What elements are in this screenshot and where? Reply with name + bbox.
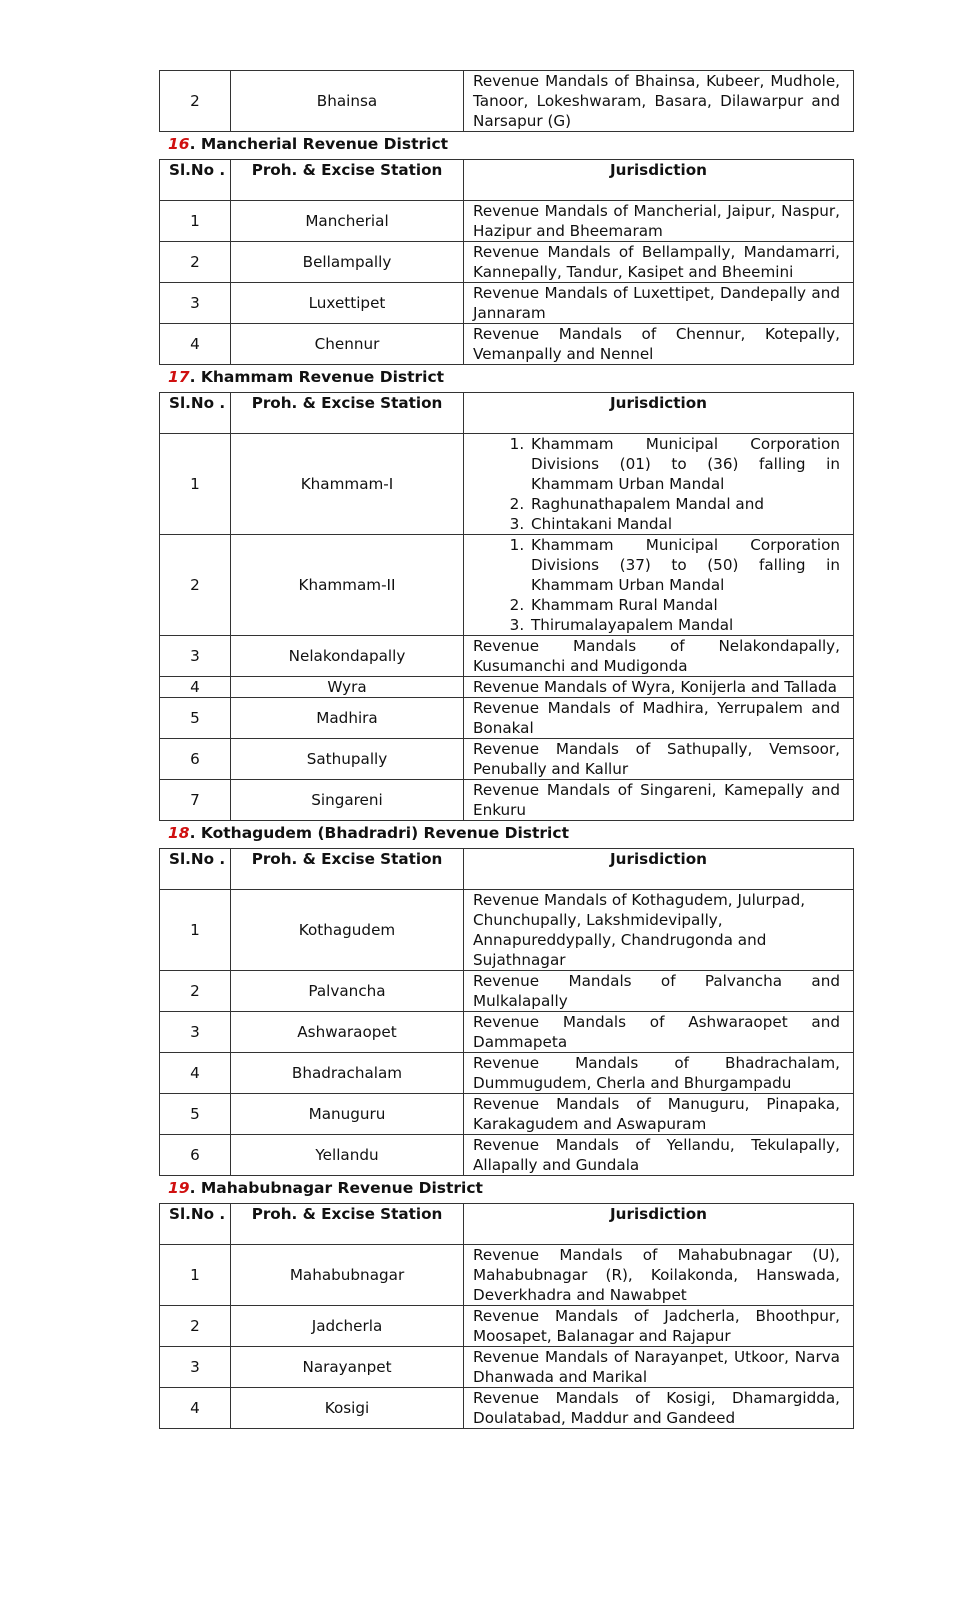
district-number: 18	[168, 824, 190, 842]
table-row	[160, 780, 854, 821]
district-title: . Khammam Revenue District	[189, 368, 445, 386]
table-row	[160, 739, 854, 780]
station-cell: Wyra	[231, 677, 464, 698]
table-row	[160, 1094, 854, 1135]
jurisdiction-cell: Revenue Mandals of Palvancha and Mulkalapally	[464, 971, 854, 1012]
header-jurisdiction: Jurisdiction	[464, 160, 854, 201]
header-station: Proh. & Excise Station	[231, 393, 464, 434]
jurisdiction-table	[159, 848, 854, 1176]
jurisdiction-list-item: 3. Thirumalayapalem Mandal	[529, 615, 840, 635]
table-row	[160, 535, 854, 636]
station-cell: Mahabubnagar	[231, 1245, 464, 1306]
station-cell: Bhadrachalam	[231, 1053, 464, 1094]
table-row	[160, 434, 854, 535]
sl-no-cell: 3	[160, 1012, 231, 1053]
station-cell: Luxettipet	[231, 283, 464, 324]
station-cell: Khammam-II	[231, 535, 464, 636]
district-heading	[159, 365, 853, 392]
station-cell: Bellampally	[231, 242, 464, 283]
jurisdiction-cell: Revenue Mandals of Narayanpet, Utkoor, Narva Dhanwada and Marikal	[464, 1347, 854, 1388]
table-row	[160, 1388, 854, 1429]
jurisdiction-cell: Revenue Mandals of Mancherial, Jaipur, Naspur, Hazipur and Bheemaram	[464, 201, 854, 242]
header-jurisdiction: Jurisdiction	[464, 849, 854, 890]
document-page	[159, 70, 853, 1429]
table-row	[160, 677, 854, 698]
table-row	[160, 1245, 854, 1306]
district-title: . Kothagudem (Bhadradri) Revenue District	[189, 824, 569, 842]
header-sl-no: Sl.No .	[160, 1204, 231, 1245]
station-cell: Nelakondapally	[231, 636, 464, 677]
station-cell: Sathupally	[231, 739, 464, 780]
station-cell: Kosigi	[231, 1388, 464, 1429]
table-row	[160, 242, 854, 283]
station-cell: Madhira	[231, 698, 464, 739]
jurisdiction-cell: Revenue Mandals of Nelakondapally, Kusumanchi and Mudigonda	[464, 636, 854, 677]
header-station: Proh. & Excise Station	[231, 849, 464, 890]
station-cell: Jadcherla	[231, 1306, 464, 1347]
district-heading	[159, 132, 853, 159]
table-row	[160, 1135, 854, 1176]
sl-no-cell: 3	[160, 636, 231, 677]
station-cell: Singareni	[231, 780, 464, 821]
jurisdiction-table	[159, 392, 854, 821]
sl-no-cell: 1	[160, 201, 231, 242]
sl-no-cell: 5	[160, 698, 231, 739]
header-station: Proh. & Excise Station	[231, 1204, 464, 1245]
sl-no-cell: 4	[160, 324, 231, 365]
sl-no-cell: 2	[160, 535, 231, 636]
sl-no-cell: 2	[160, 71, 231, 132]
jurisdiction-cell: Revenue Mandals of Bhainsa, Kubeer, Mudhole, Tanoor, Lokeshwaram, Basara, Dilawarpur and Narsapur (G)	[464, 71, 854, 132]
sl-no-cell: 1	[160, 1245, 231, 1306]
sl-no-cell: 3	[160, 283, 231, 324]
jurisdiction-cell: Revenue Mandals of Wyra, Konijerla and Tallada	[464, 677, 854, 698]
table-header-row	[160, 1204, 854, 1245]
station-cell: Ashwaraopet	[231, 1012, 464, 1053]
table-header-row	[160, 160, 854, 201]
sl-no-cell: 2	[160, 1306, 231, 1347]
jurisdiction-cell: Revenue Mandals of Kothagudem, Julurpad, Chunchupally, Lakshmidevipally, Annapureddypally, Chandrugonda and Sujathnagar	[464, 890, 854, 971]
station-cell: Narayanpet	[231, 1347, 464, 1388]
station-cell: Kothagudem	[231, 890, 464, 971]
station-cell: Mancherial	[231, 201, 464, 242]
table-row	[160, 971, 854, 1012]
sl-no-cell: 4	[160, 677, 231, 698]
jurisdiction-cell: Revenue Mandals of Madhira, Yerrupalem and Bonakal	[464, 698, 854, 739]
jurisdiction-list-item: 2. Raghunathapalem Mandal and	[529, 494, 840, 514]
station-cell: Palvancha	[231, 971, 464, 1012]
table-row	[160, 636, 854, 677]
table-row	[160, 1012, 854, 1053]
table-row	[160, 71, 854, 132]
table-row	[160, 1053, 854, 1094]
sl-no-cell: 6	[160, 739, 231, 780]
table-header-row	[160, 849, 854, 890]
station-cell: Khammam-I	[231, 434, 464, 535]
jurisdiction-list	[473, 434, 840, 534]
header-station: Proh. & Excise Station	[231, 160, 464, 201]
jurisdiction-cell: Revenue Mandals of Kosigi, Dhamargidda, Doulatabad, Maddur and Gandeed	[464, 1388, 854, 1429]
header-jurisdiction: Jurisdiction	[464, 393, 854, 434]
jurisdiction-cell: Revenue Mandals of Luxettipet, Dandepally and Jannaram	[464, 283, 854, 324]
sl-no-cell: 7	[160, 780, 231, 821]
sl-no-cell: 4	[160, 1053, 231, 1094]
jurisdiction-cell: Revenue Mandals of Chennur, Kotepally, Vemanpally and Nennel	[464, 324, 854, 365]
sl-no-cell: 1	[160, 890, 231, 971]
jurisdiction-cell: Revenue Mandals of Ashwaraopet and Dammapeta	[464, 1012, 854, 1053]
jurisdiction-list	[473, 535, 840, 635]
table-row	[160, 1347, 854, 1388]
district-heading	[159, 1176, 853, 1203]
sl-no-cell: 3	[160, 1347, 231, 1388]
table-row	[160, 1306, 854, 1347]
header-jurisdiction: Jurisdiction	[464, 1204, 854, 1245]
jurisdiction-table	[159, 159, 854, 365]
sl-no-cell: 2	[160, 242, 231, 283]
station-cell: Manuguru	[231, 1094, 464, 1135]
sl-no-cell: 6	[160, 1135, 231, 1176]
sl-no-cell: 4	[160, 1388, 231, 1429]
sl-no-cell: 5	[160, 1094, 231, 1135]
station-cell: Chennur	[231, 324, 464, 365]
sl-no-cell: 1	[160, 434, 231, 535]
table-header-row	[160, 393, 854, 434]
jurisdiction-list-item: 1. Khammam Municipal Corporation Divisions (37) to (50) falling in Khammam Urban Mandal	[529, 535, 840, 595]
jurisdiction-table	[159, 70, 854, 132]
jurisdiction-cell: Revenue Mandals of Sathupally, Vemsoor, Penubally and Kallur	[464, 739, 854, 780]
table-row	[160, 201, 854, 242]
header-sl-no: Sl.No .	[160, 849, 231, 890]
district-title: . Mancherial Revenue District	[189, 135, 449, 153]
jurisdiction-cell: Revenue Mandals of Singareni, Kamepally and Enkuru	[464, 780, 854, 821]
station-cell: Yellandu	[231, 1135, 464, 1176]
district-number: 17	[168, 368, 190, 386]
table-row	[160, 324, 854, 365]
table-row	[160, 698, 854, 739]
jurisdiction-cell: Revenue Mandals of Jadcherla, Bhoothpur, Moosapet, Balanagar and Rajapur	[464, 1306, 854, 1347]
district-number: 19	[168, 1179, 190, 1197]
district-heading	[159, 821, 853, 848]
jurisdiction-cell: Revenue Mandals of Bhadrachalam, Dummugudem, Cherla and Bhurgampadu	[464, 1053, 854, 1094]
header-sl-no: Sl.No .	[160, 393, 231, 434]
jurisdiction-list-item: 3. Chintakani Mandal	[529, 514, 840, 534]
table-row	[160, 890, 854, 971]
sl-no-cell: 2	[160, 971, 231, 1012]
district-number: 16	[168, 135, 190, 153]
table-row	[160, 283, 854, 324]
jurisdiction-cell: Revenue Mandals of Yellandu, Tekulapally, Allapally and Gundala	[464, 1135, 854, 1176]
jurisdiction-cell: Revenue Mandals of Manuguru, Pinapaka, Karakagudem and Aswapuram	[464, 1094, 854, 1135]
jurisdiction-table	[159, 1203, 854, 1429]
jurisdiction-cell: Revenue Mandals of Mahabubnagar (U), Mahabubnagar (R), Koilakonda, Hanswada, Deverkhadra and Nawabpet	[464, 1245, 854, 1306]
jurisdiction-list-item: 2. Khammam Rural Mandal	[529, 595, 840, 615]
jurisdiction-list-item: 1. Khammam Municipal Corporation Divisions (01) to (36) falling in Khammam Urban Mandal	[529, 434, 840, 494]
header-sl-no: Sl.No .	[160, 160, 231, 201]
district-title: . Mahabubnagar Revenue District	[189, 1179, 483, 1197]
station-cell: Bhainsa	[231, 71, 464, 132]
jurisdiction-cell	[464, 434, 854, 535]
jurisdiction-cell: Revenue Mandals of Bellampally, Mandamarri, Kannepally, Tandur, Kasipet and Bheemini	[464, 242, 854, 283]
jurisdiction-cell	[464, 535, 854, 636]
